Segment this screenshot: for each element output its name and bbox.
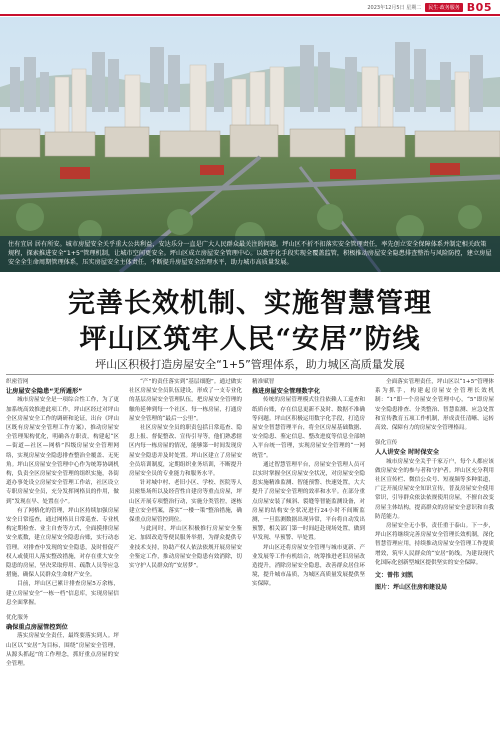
paragraph: 落实房屋安全责任，最终要落实到人。坪山区以“安居”为目标，围绕“房屋安全管理，从源头抓起”的工作理念，抓好重点房屋的安全管理。 <box>6 633 119 668</box>
paragraph: 通过智慧管理平台，房屋安全管理人员可以实时掌握全区房屋安全状况，对房屋安全隐患实施精准监测、智能预警、快速处置，大大提升了房屋安全管理的效率和水平。在部分重点房屋安装了倾斜、裂缝等智能监测设备，对房屋的结构安全状况进行24小时不间断监测，一旦监测数据出现异常，平台将自动发出预警，相关部门第一时间赶赴现场处置，做到早发现、早预警、早处置。 <box>252 461 365 542</box>
paragraph: 社区房屋安全员的职责包括日常巡查、隐患上报、督促整改、宣传引导等，他们熟悉辖区内每一栋房屋的情况，能够第一时间发现房屋安全隐患并及时处置。坪山区建立了房屋安全员培训制度，定期组织业务培训，不断提升房屋安全员的专业能力和服务水平。 <box>129 425 242 478</box>
article-column-1 <box>6 378 119 746</box>
photo-caption: 住有宜居 居有所安。城市房屋安全关乎重大公共利益，安达乐分一直是广大人民群众最关注的问题。坪山区不折不扣落实安全管理责任，率先创立安全保障体系并制定相关政策规程，探索推进安全“1+5”管理机制，让城市空间更安全。坪山区成立房屋安全管理中心。以数字化手段实现全覆盖监管，积极推动房屋安全隐患排查整治与风险防控，建立房屋安全全生命周期管理体系，压实房屋安全主体责任，不断提升房屋安全治理水平，助力城市高质量发展。 <box>0 236 500 272</box>
paragraph: 传统的房屋管理模式往往依赖人工巡查和纸质台账，存在信息更新不及时、数据不准确等问题。坪山区积极运用数字化手段，打造房屋安全智慧管理平台，将全区房屋基础数据、安全隐患、鉴定信息、整改进度等信息全部纳入平台统一管理，实现房屋安全管理的“一网统管”。 <box>252 397 365 459</box>
paragraph: 针对城中村、老旧小区、学校、医院等人员密集场所以及经营性自建房等重点房屋，坪山区开展专项整治行动，实施分类管控，逐栋建立安全档案，落实“一楼一策”整治措施，确保重点房屋管控到位。 <box>129 480 242 524</box>
headline-line-1: 完善长效机制、实施智慧管理 <box>68 288 432 319</box>
paragraph: 城市房屋安全关乎千家万户，每个人都应该做房屋安全的参与者和守护者。坪山区充分利用社区宣传栏、微信公众号、短视频等多种渠道，广泛开展房屋安全知识宣传，普及房屋安全使用常识，引导群众依法依规使用房屋，不擅自改变房屋主体结构，提高群众的房屋安全意识和自我防范能力。 <box>375 458 494 520</box>
paragraph: “产”的责任落实到“基层细胞”。通过做实社区房屋安全员队伍建设，形成了一支专业化的基层房屋安全管理队伍，把房屋安全管理的触角延伸到每一个社区、每一栋房屋，打通房屋安全管理的“最后一公里”。 <box>129 379 242 422</box>
paragraph: 房屋安全无小事，责任重于泰山。下一步，坪山区将继续完善房屋安全管理长效机制，深化智慧管理应用，持续推动房屋安全管理工作提质增效，筑牢人民群众的“安居”防线，为建设现代化国际化创新型城区提供坚实的安全保障。 <box>375 523 494 566</box>
section-subhead: 人人讲安全 时时保安全 <box>375 449 440 457</box>
sub-headline: 坪山区积极打造房屋安全“1+5”管理体系，助力城区高质量发展 <box>95 358 405 371</box>
paragraph: 城市房屋安全是一项综合性工作，为了更加系统高效推进此项工作，坪山区经过对坪山全区房屋安全工作的调研和论证，出台《坪山区既有房屋安全管理工作方案》，推动房屋安全管理架构优化，明确各方职责，构建起“区—街道—社区—网格”四级房屋安全管理网络，实现房屋安全隐患排查整治全覆盖、无死角。坪山区房屋安全管理中心作为统筹协调机构，负责全区房屋安全管理的组织实施，各街道办事处设立房屋安全管理工作站，社区设立专职房屋安全员，充分发挥网格员的作用，做到“发现在早、处置在小”。 <box>6 397 119 505</box>
section-subhead: 推进房屋安全管理数字化 <box>252 388 321 396</box>
article-column-3 <box>252 378 365 746</box>
section-kicker: 织密管网 <box>6 379 29 385</box>
section-kicker: 精准赋智 <box>252 379 275 385</box>
header-rule <box>0 14 500 16</box>
cityscape-image <box>0 17 500 272</box>
byline-author: 文：曾伟 刘凯 <box>375 572 414 580</box>
paragraph: 与此同时，坪山区积极推行房屋安全鉴定、加固改造等便民服务举措，为群众提供专业技术支持，协助产权人依法依规开展房屋安全鉴定工作，推动房屋安全隐患有效消除，切实守护人民群众的“安居梦”。 <box>129 526 242 570</box>
section-subhead: 确保重点房屋管控到位 <box>6 624 68 632</box>
section-kicker: 优化服务 <box>6 615 29 622</box>
issue-date: 2023年12月5日 星期二 <box>367 4 422 11</box>
paragraph: 目前，坪山区已累计排查房屋5万余栋，建立房屋安全“一栋一档”信息库，实现房屋信息全面掌握。 <box>6 581 119 606</box>
article-column-2 <box>129 378 242 746</box>
article-column-4 <box>375 378 494 746</box>
section-kicker: 强化宣传 <box>375 440 398 447</box>
aerial-photo <box>0 17 500 272</box>
section-subhead: 让房屋安全隐患“无所遁形” <box>6 388 83 396</box>
paragraph: 坪山区还将房屋安全管理与城市更新、产业发展等工作有机结合，统筹推进老旧房屋改造提升，消除房屋安全隐患，改善群众居住环境，提升城市品质，为城区高质量发展提供坚实保障。 <box>252 544 365 588</box>
paragraph: 有了网格化的管理，坪山区持续加强房屋安全日常巡查，通过网格员日常巡查、专业机构定期检查、业主自查等方式，全面摸排房屋安全底数，建立房屋安全隐患台账，实行动态管理。对排查中发现的安全隐患，及时督促产权人或使用人落实整改措施，对存在重大安全隐患的房屋，坚决采取停用、疏散人员等应急措施，确保人民群众生命财产安全。 <box>6 507 119 579</box>
page-header <box>0 0 500 14</box>
page-number: B05 <box>466 0 492 14</box>
byline-photo: 图片：坪山区住房和建设局 <box>375 584 448 592</box>
headline-rule <box>6 374 494 375</box>
headline-line-2: 坪山区筑牢人民“安居”防线 <box>79 324 421 355</box>
paragraph: 全面落实管理责任，坪山区以“1+5”管理体系为抓手，构建起房屋安全管理长效机制：“1”即一个房屋安全管理中心，“5”即房屋安全隐患排查、分类整治、智慧监测、应急处置和宣传教育五项工作机制，形成责任清晰、运转高效、保障有力的房屋安全管理格局。 <box>375 379 494 432</box>
section-label: 民生·政务服务 <box>425 3 463 12</box>
